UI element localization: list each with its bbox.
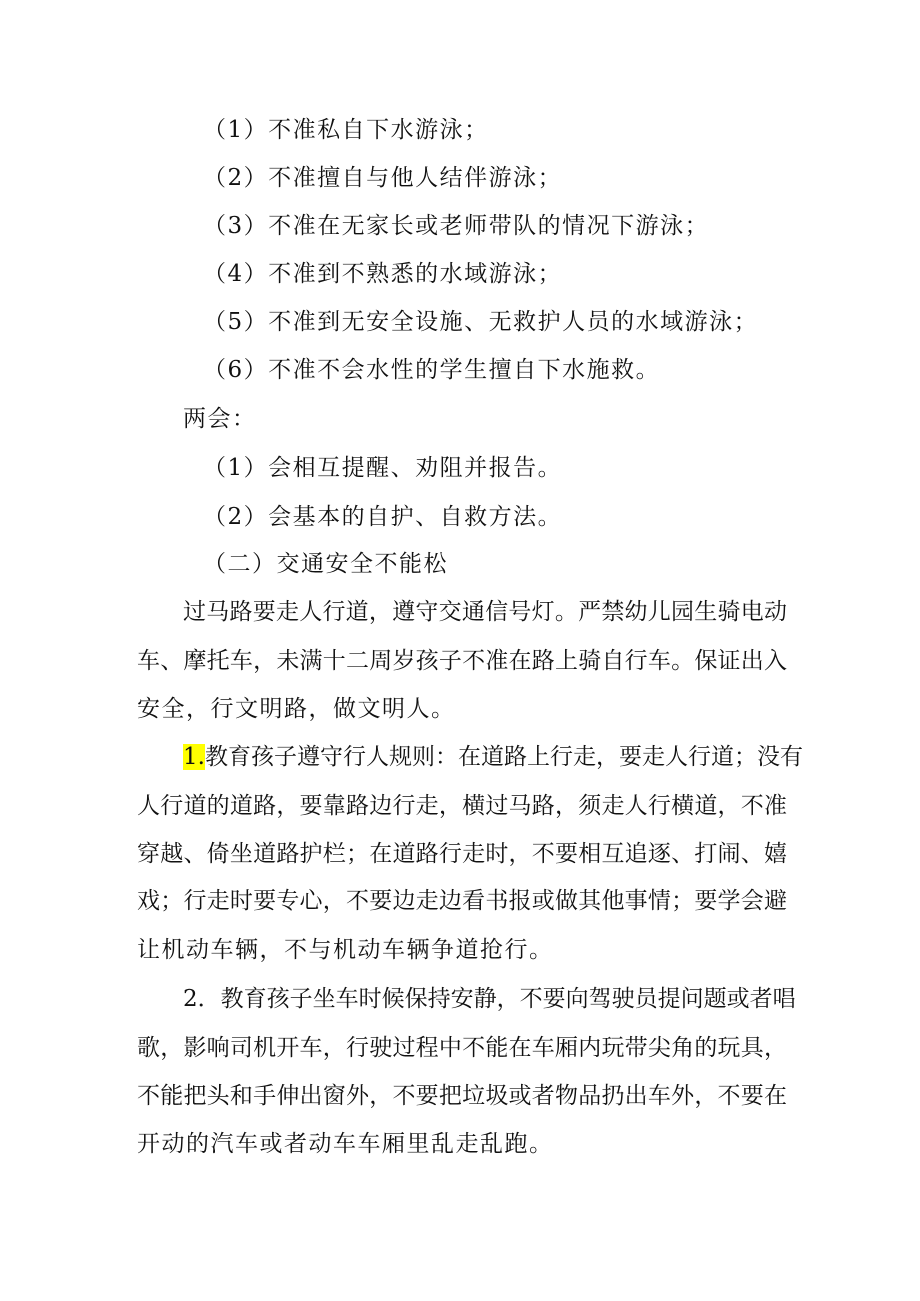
point1-line-3: 穿越、倚坐道路护栏；在道路行走时，不要相互追逐、打闹、嬉 (137, 841, 787, 867)
point1-line-4: 戏；行走时要专心，不要边走边看书报或做其他事情；要学会避 (137, 888, 787, 914)
rule-item-5: （5）不准到无安全设施、无救护人员的水域游泳； (203, 309, 759, 335)
traffic-intro-line-1: 过马路要走人行道，遵守交通信号灯。严禁幼儿园生骑电动 (183, 599, 787, 625)
rule-item-6: （6）不准不会水性的学生擅自下水施救。 (203, 357, 661, 383)
rule-item-2: （2）不准擅自与他人结伴游泳； (203, 165, 563, 191)
point1-line-2: 人行道的道路，要靠路边行走，横过马路，须走人行横道，不准 (137, 793, 787, 819)
traffic-intro-line-2: 车、摩托车，未满十二周岁孩子不准在路上骑自行车。保证出入 (137, 648, 787, 674)
rule-item-4: （4）不准到不熟悉的水域游泳； (203, 261, 563, 287)
point1-number-highlight: 1. (183, 744, 205, 770)
skill-item-1: （1）会相互提醒、劝阻并报告。 (203, 455, 563, 481)
traffic-section-heading: （二）交通安全不能松 (203, 551, 448, 577)
point1-first-line-text: 教育孩子遵守行人规则：在道路上行走，要走人行道；没有 (204, 744, 803, 770)
point2-line-4: 开动的汽车或者动车车厢里乱走乱跑。 (137, 1131, 554, 1157)
two-skills-heading: 两会： (183, 406, 257, 432)
skill-item-2: （2）会基本的自护、自救方法。 (203, 504, 563, 530)
rule-item-1: （1）不准私自下水游泳； (203, 117, 489, 143)
rule-item-3: （3）不准在无家长或老师带队的情况下游泳； (203, 213, 710, 239)
point2-line-1: 2．教育孩子坐车时候保持安静，不要向驾驶员提问题或者唱 (183, 986, 796, 1012)
point2-line-2: 歌，影响司机开车，行驶过程中不能在车厢内玩带尖角的玩具， (137, 1035, 787, 1061)
point1-line-5: 让机动车辆，不与机动车辆争道抢行。 (137, 937, 554, 963)
traffic-intro-line-3: 安全，行文明路，做文明人。 (137, 696, 456, 722)
point1-line-1 (183, 742, 803, 772)
point2-line-3: 不能把头和手伸出窗外，不要把垃圾或者物品扔出车外，不要在 (137, 1083, 787, 1109)
